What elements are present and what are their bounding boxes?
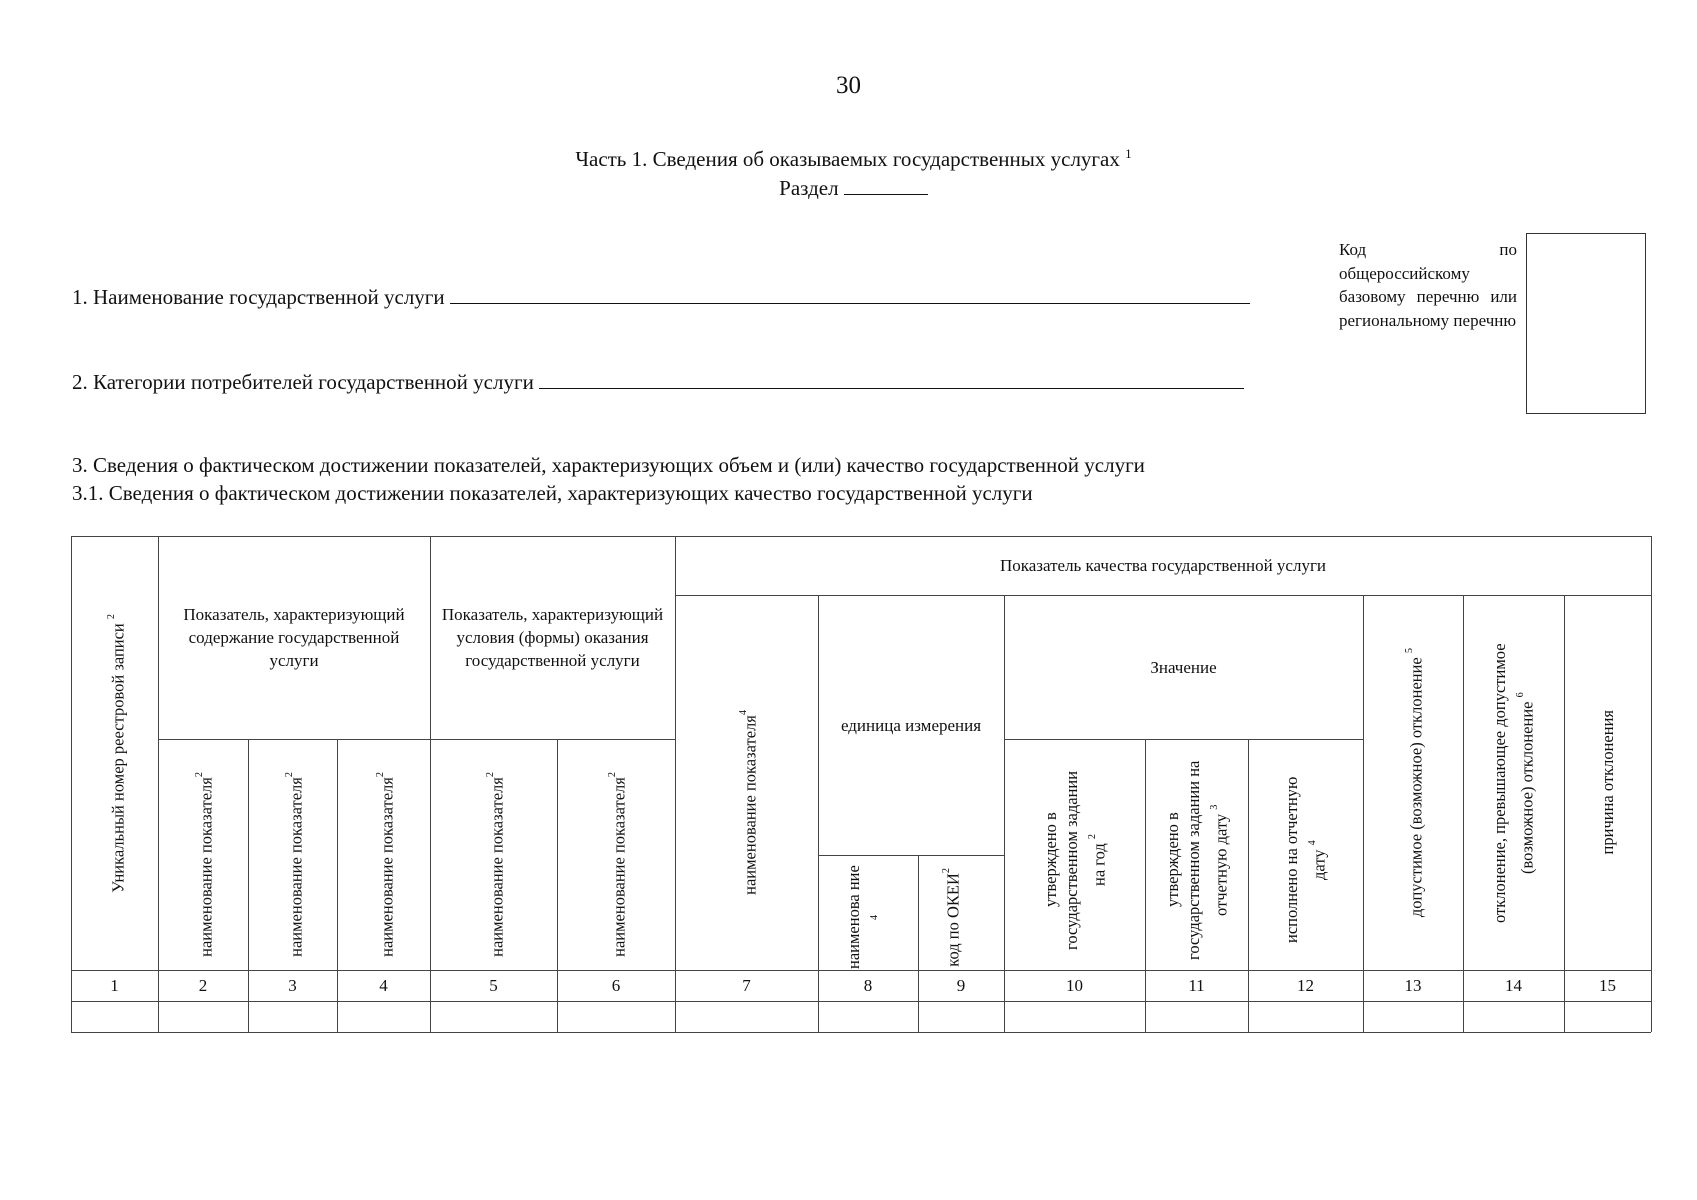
header-col-12: исполнено на отчетную дату $^4$ — [1282, 776, 1329, 943]
column-number-2: 2 — [198, 976, 208, 995]
column-number-3: 3 — [288, 976, 297, 995]
header-value: Значение — [1150, 657, 1217, 677]
header-col-8: наименова ние $^4$ — [844, 865, 880, 970]
column-number-6: 6 — [611, 976, 621, 995]
column-number-10: 10 — [1066, 976, 1083, 995]
header-col-5: наименование показателя$^2$ — [484, 772, 507, 957]
page-number: 30 — [836, 72, 861, 99]
header-col-15: причина отклонения — [1598, 710, 1617, 855]
header-col-6: наименование показателя$^2$ — [607, 772, 629, 957]
part-title-footnote: 1 — [1125, 146, 1132, 161]
column-number-1: 1 — [110, 976, 119, 995]
table-border-right — [1651, 536, 1652, 1032]
column-number-11: 11 — [1188, 976, 1205, 995]
header-group-content: Показатель, характеризующий содержание государственной услуги — [183, 605, 405, 670]
column-number-13: 13 — [1404, 976, 1422, 995]
header-col-7: наименование показателя$^4$ — [737, 710, 760, 895]
service-name-label: 1. Наименование государственной услуги — [72, 285, 445, 309]
heading-3: 3. Сведения о фактическом достижении показателей, характеризующих объем и (или) качество государственной услуги — [72, 453, 1145, 477]
table-border-bottom — [71, 1032, 1651, 1033]
heading-3-1: 3.1. Сведения о фактическом достижении показателей, характеризующих качество государственной услуги — [72, 481, 1033, 505]
column-number-4: 4 — [379, 976, 388, 995]
column-number-5: 5 — [489, 976, 498, 995]
column-number-8: 8 — [863, 976, 873, 995]
consumers-label: 2. Категории потребителей государственной услуги — [72, 370, 534, 394]
header-col-11: утверждено в государственном задании на отчетную дату $^3$ — [1162, 759, 1231, 960]
header-col-2: наименование показателя$^2$ — [194, 772, 216, 957]
header-col-14: отклонение, превышающее допустимое (возможное) отклонение $^6$ — [1490, 642, 1537, 923]
header-col-1: Уникальный номер реестровой записи $^2$ — [105, 613, 128, 893]
code-label: Код по общероссийскому базовому перечню или региональному перечню — [1339, 240, 1517, 330]
column-number-14: 14 — [1505, 976, 1522, 995]
column-number-9: 9 — [956, 976, 966, 995]
part-title-text: Часть 1. Сведения об оказываемых государственных услугах — [575, 147, 1120, 171]
header-col-9: код по ОКЕИ$^2$ — [941, 868, 963, 967]
column-number-12: 12 — [1297, 976, 1314, 995]
header-col-10: утверждено в государственном задании на год $^2$ — [1040, 769, 1109, 950]
header-group-quality: Показатель качества государственной услуги — [999, 556, 1327, 575]
column-number-15: 15 — [1599, 976, 1616, 995]
header-unit: единица измерения — [840, 715, 982, 735]
section-label: Раздел — [779, 176, 839, 200]
table-line — [71, 1001, 1651, 1002]
header-col-13: допустимое (возможное) отклонение $^5$ — [1404, 647, 1426, 918]
header-group-conditions: Показатель, характеризующий условия (формы) оказания государственной услуги — [441, 605, 664, 670]
header-col-4: наименование показателя$^2$ — [374, 772, 397, 957]
header-col-3: наименование показателя$^2$ — [283, 772, 306, 957]
column-number-7: 7 — [742, 976, 751, 995]
